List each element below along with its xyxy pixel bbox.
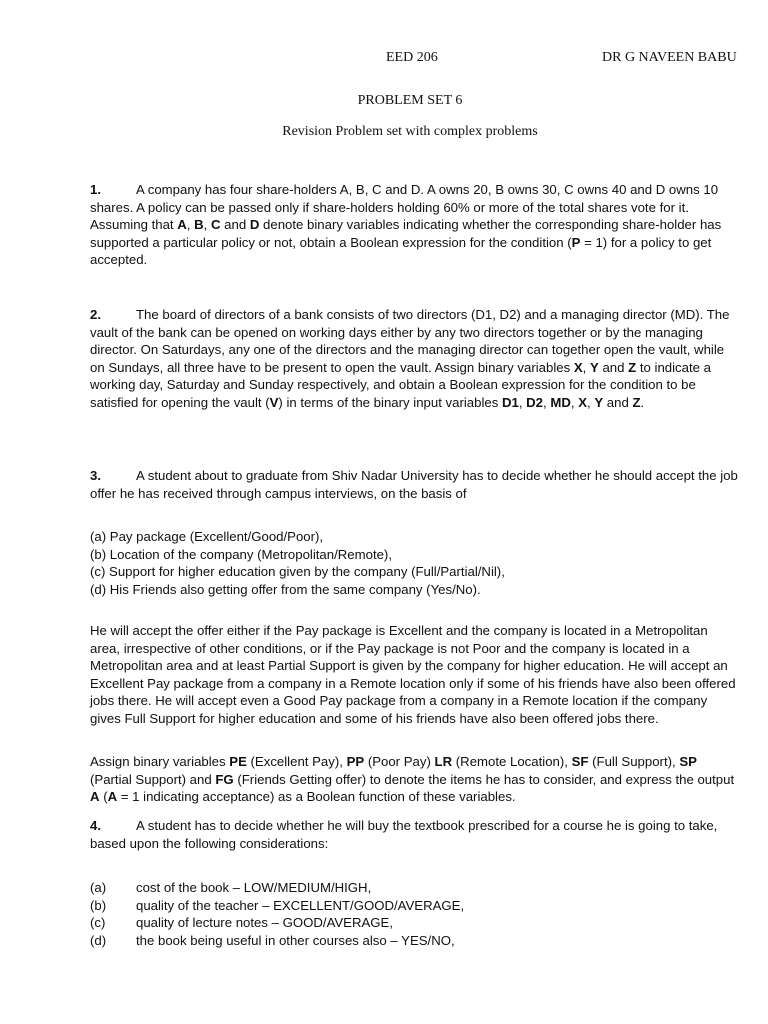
question-number: 4. [90,818,101,833]
question-number: 3. [90,468,101,483]
list-item: (c) Support for higher education given by the company (Full/Partial/Nil), [90,564,505,580]
question-4-considerations-list [90,879,738,949]
list-item: (c) quality of lecture notes – GOOD/AVERAGE, [90,915,394,931]
list-item: (d) His Friends also getting offer from the same company (Yes/No). [90,581,481,597]
question-number: 1. [90,182,101,197]
question-number: 2. [90,307,101,322]
question-4-intro: 4. A student has to decide whether he will buy the textbook prescribed for a course he is going to take, based upon the following considerations: [90,818,718,851]
question-1: 1. A company has four share-holders A, B, C and D. A owns 20, B owns 30, C owns 40 and D owns 10 shares. A policy can be passed only if share-holders holding 60% or more of the total shares vote for it. Assuming that A, B, C and D denote binary variables indicating whether the corresponding share-holder has supported a particular policy or not, obtain a Boolean expression for the condition (P = 1) for a policy to get accepted. [90,182,722,268]
question-3-intro: 3. A student about to graduate from Shiv Nadar University has to decide whether he should accept the job offer he has received through campus interviews, on the basis of [90,468,738,501]
list-item: (a) cost of the book – LOW/MEDIUM/HIGH, [90,880,372,895]
question-3-criteria-list [90,528,738,598]
author-name: DR G NAVEEN BABU [602,50,737,65]
question-2: 2. The board of directors of a bank consists of two directors (D1, D2) and a managing director (MD). The vault of the bank can be opened on working days either by any two directors together or by the managing director. On Saturdays, any one of the directors and the managing director can together open the vault, while on Sundays, all three have to be present to open the vault. Assign binary variables X, Y and Z to indicate a working day, Saturday and Sunday respectively, and obtain a Boolean expression for the condition to be satisfied for opening the vault (V) in terms of the binary input variables D1, D2, MD, X, Y and Z. [90,307,730,410]
list-item: (b) Location of the company (Metropolitan/Remote), [90,546,392,562]
course-code: EED 206 [386,50,438,65]
page-title: PROBLEM SET 6 [357,93,463,108]
list-item: (d) the book being useful in other courses also – YES/NO, [90,932,455,948]
list-item: (b) quality of the teacher – EXCELLENT/GOOD/AVERAGE, [90,897,465,913]
list-item: (a) Pay package (Excellent/Good/Poor), [90,529,324,544]
question-3-conditions: He will accept the offer either if the Pay package is Excellent and the company is located in a Metropolitan area, irrespective of other conditions, or if the Pay package is not Poor and the company is located in a Metropolitan area and at least Partial Support is given by the company for higher education. He will accept an Excellent Pay package from a company in a Remote location only if some of his friends have also been offered jobs there. He will accept even a Good Pay package from a company in a Remote location if the company gives Full Support for higher education and some of his friends have also been offered jobs there. [90,623,736,726]
question-3-assignment: Assign binary variables PE (Excellent Pay), PP (Poor Pay) LR (Remote Location), SF (Full Support), SP (Partial Support) and FG (Friends Getting offer) to denote the items he has to consider, and express the output A (A = 1 indicating acceptance) as a Boolean function of these variables. [90,754,735,805]
page-subtitle: Revision Problem set with complex problems [282,124,538,139]
